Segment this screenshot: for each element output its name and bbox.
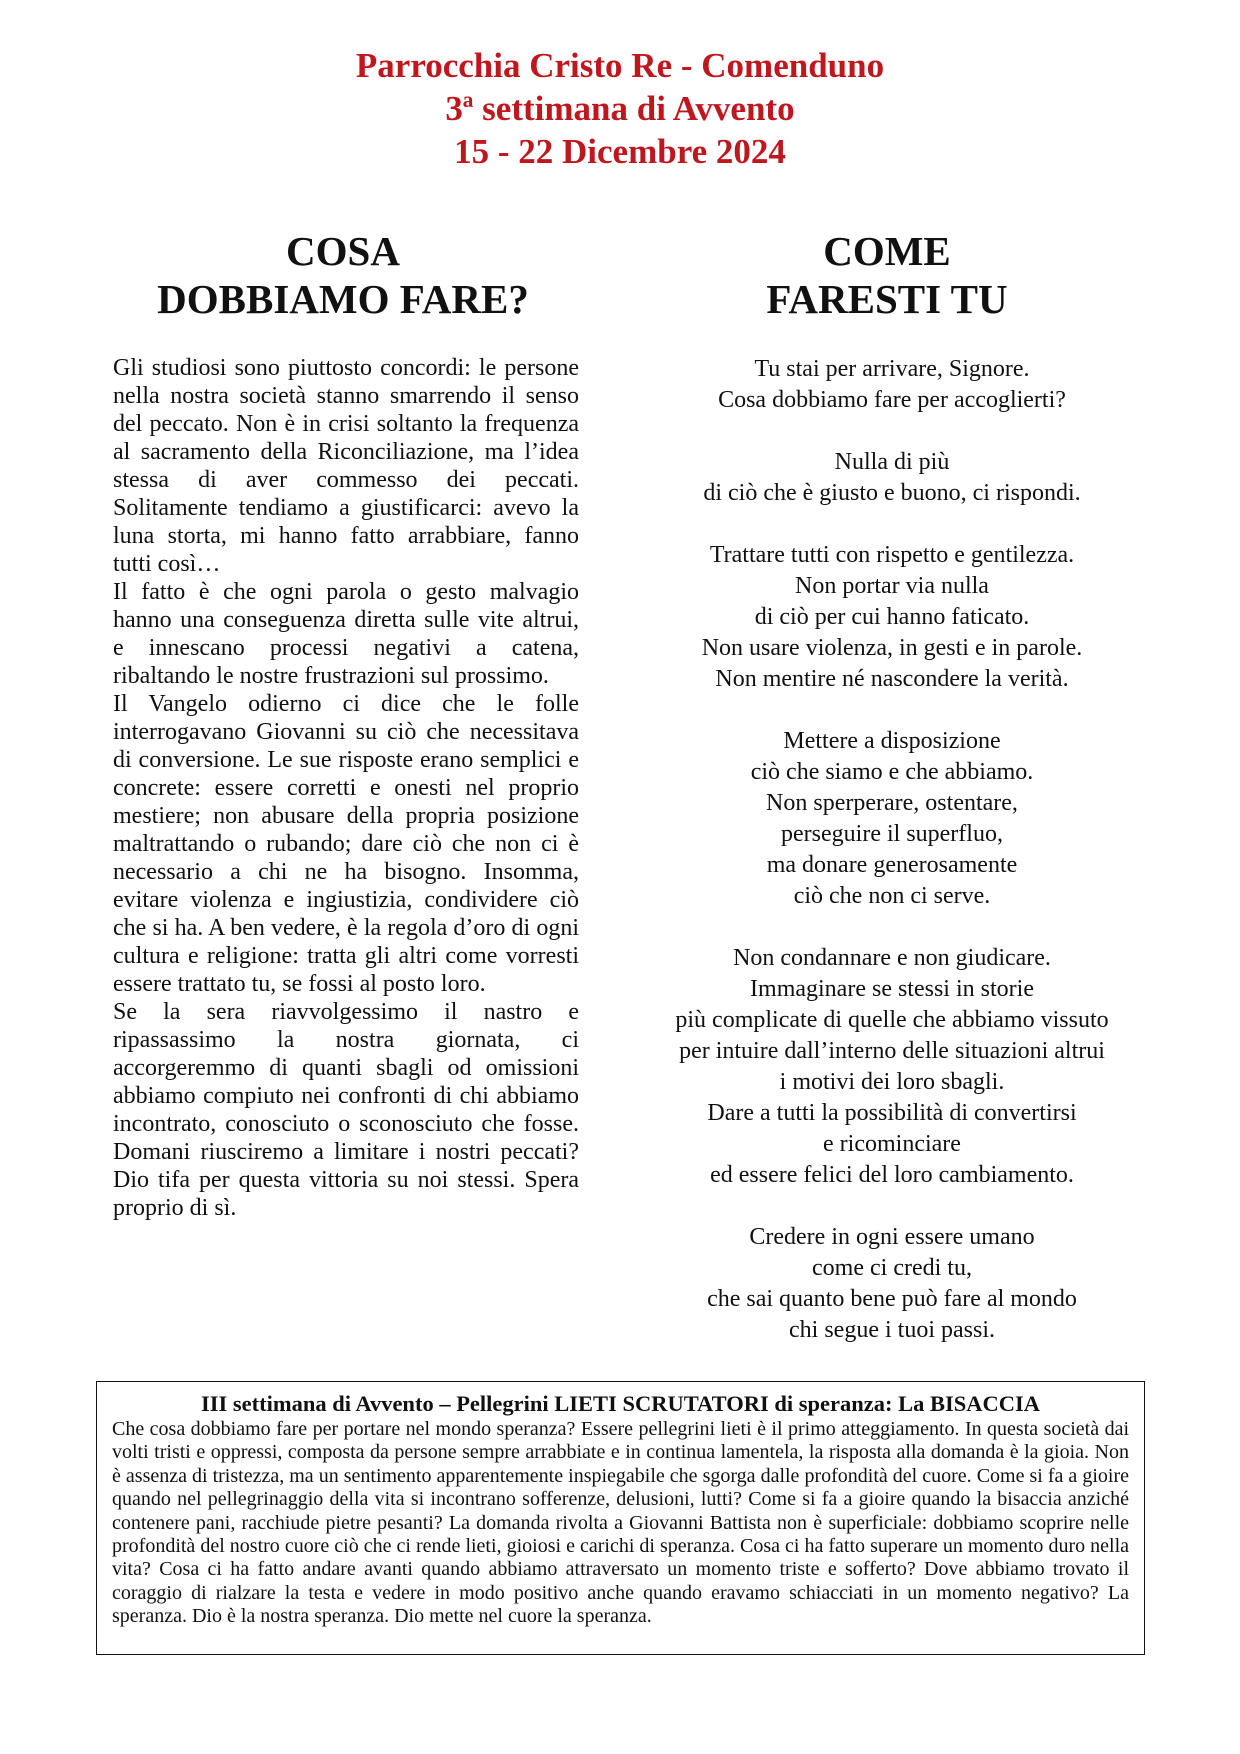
parish-name: Parrocchia Cristo Re - Comenduno: [355, 46, 885, 85]
poem-line: come ci credi tu,: [812, 1255, 972, 1281]
right-title-line: COME: [823, 228, 951, 274]
poem-line: Cosa dobbiamo fare per accoglierti?: [718, 387, 1066, 413]
poem-line: i motivi dei loro sbagli.: [779, 1069, 1005, 1095]
stanza: [627, 943, 1157, 1191]
paragraph: Se la sera riavvolgessimo il nastro e ripassassimo la nostra giornata, ci accorgeremmo di quanti sbagli od omissioni abbiamo compiuto nei confronti di chi abbiamo incontrato, conosciuto o sconosciuto che fosse. Domani riusciremo a limitare i nostri peccati? Dio tifa per questa vittoria su noi stessi. Spera proprio di sì.: [113, 999, 579, 1221]
poem-line: Immaginare se stessi in storie: [750, 976, 1034, 1002]
poem-line: Trattare tutti con rispetto e gentilezza.: [709, 542, 1075, 568]
poem-line: più complicate di quelle che abbiamo vissuto: [675, 1007, 1109, 1033]
poem-line: Tu stai per arrivare, Signore.: [754, 356, 1030, 382]
advent-week: 3ª settimana di Avvento: [445, 89, 795, 128]
poem-line: Nulla di più: [834, 449, 950, 475]
stanza: [627, 447, 1157, 509]
reflection-text: [113, 354, 579, 1222]
poem-line: perseguire il superfluo,: [781, 821, 1003, 847]
poem-line: per intuire dall’interno delle situazioni altrui: [679, 1038, 1105, 1064]
stanza: [627, 540, 1157, 695]
left-title-line: COSA: [286, 228, 400, 274]
poem-line: Non sperperare, ostentare,: [766, 790, 1018, 816]
right-column-title: [657, 227, 1117, 323]
poem-line: ciò che non ci serve.: [793, 883, 991, 909]
left-title-line: DOBBIAMO FARE?: [157, 276, 529, 322]
poem-line: ciò che siamo e che abbiamo.: [750, 759, 1034, 785]
document-header: [0, 44, 1240, 173]
right-title-line: FARESTI TU: [766, 276, 1008, 322]
poem-line: ma donare generosamente: [766, 852, 1018, 878]
poem-line: Non portar via nulla: [795, 573, 989, 599]
poem-line: Non usare violenza, in gesti e in parole.: [701, 635, 1083, 661]
paragraph: Il Vangelo odierno ci dice che le folle interrogavano Giovanni su ciò che necessitava di conversione. Le sue risposte erano semplici e concrete: essere corretti e onesti nel proprio mestiere; non abusare della propria posizione maltrattando o rubando; dare ciò che non ci è necessario a chi ne ha bisogno. Insomma, evitare violenza e ingiustizia, condividere ciò che si ha. A ben vedere, è la regola d’oro di ogni cultura e religione: tratta gli altri come vorresti essere trattato tu, se fossi al posto loro.: [113, 691, 579, 997]
box-title: III settimana di Avvento – Pellegrini LIETI SCRUTATORI di speranza: La BISACCIA: [200, 1391, 1041, 1416]
prayer-poem: [627, 354, 1157, 1377]
left-column-title: [113, 227, 573, 323]
poem-line: di ciò per cui hanno faticato.: [754, 604, 1030, 630]
stanza: [627, 1222, 1157, 1346]
poem-line: chi segue i tuoi passi.: [789, 1317, 995, 1343]
poem-line: che sai quanto bene può fare al mondo: [707, 1286, 1077, 1312]
date-range: 15 - 22 Dicembre 2024: [454, 132, 786, 171]
stanza: [627, 354, 1157, 416]
stanza: [627, 726, 1157, 912]
poem-line: e ricominciare: [823, 1131, 961, 1157]
poem-line: ed essere felici del loro cambiamento.: [710, 1162, 1074, 1188]
poem-line: Credere in ogni essere umano: [749, 1224, 1035, 1250]
poem-line: di ciò che è giusto e buono, ci rispondi.: [703, 480, 1081, 506]
paragraph: Gli studiosi sono piuttosto concordi: le persone nella nostra società stanno smarrendo il senso del peccato. Non è in crisi soltanto la frequenza al sacramento della Riconciliazione, ma l’idea stessa di aver commesso dei peccati. Solitamente tendiamo a giustificarci: avevo la luna storta, mi hanno fatto arrabbiare, fanno tutti così…: [113, 355, 579, 577]
poem-line: Non mentire né nascondere la verità.: [715, 666, 1069, 692]
hope-pilgrims-box: [96, 1381, 1145, 1655]
box-text: Che cosa dobbiamo fare per portare nel mondo speranza? Essere pellegrini lieti è il primo atteggiamento. In questa società dai volti tristi e oppressi, composta da persone sempre arrabbiate e in continua lamentela, la risposta alla domanda è la gioia. Non è assenza di tristezza, ma un sentimento apparentemente inspiegabile che sgorga dalle profondità del cuore. Come si fa a gioire quando nel pellegrinaggio della vita si incontrano sofferenze, delusioni, lutti? Come si fa a gioire quando la bisaccia anziché contenere pani, racchiude pietre pesanti? La domanda rivolta a Giovanni Battista non è superficiale: dobbiamo scoprire nelle profondità del nostro cuore ciò che ci rende lieti, gioiosi e carichi di speranza. Cosa ci ha fatto superare un momento duro nella vita? Cosa ci ha fatto andare avanti quando abbiamo attraversato un momento triste e sofferto? Dove abbiamo trovato il coraggio di rialzare la testa e vedere in modo positivo anche quando eravamo schiacciati in un momento negativo? La speranza. Dio è la nostra speranza. Dio mette nel cuore la speranza.: [112, 1418, 1129, 1628]
paragraph: Il fatto è che ogni parola o gesto malvagio hanno una conseguenza diretta sulle vite altrui, e innescano processi negativi a catena, ribaltando le nostre frustrazioni sul prossimo.: [113, 579, 579, 689]
poem-line: Mettere a disposizione: [783, 728, 1001, 754]
poem-line: Dare a tutti la possibilità di convertirsi: [707, 1100, 1077, 1126]
poem-line: Non condannare e non giudicare.: [733, 945, 1051, 971]
